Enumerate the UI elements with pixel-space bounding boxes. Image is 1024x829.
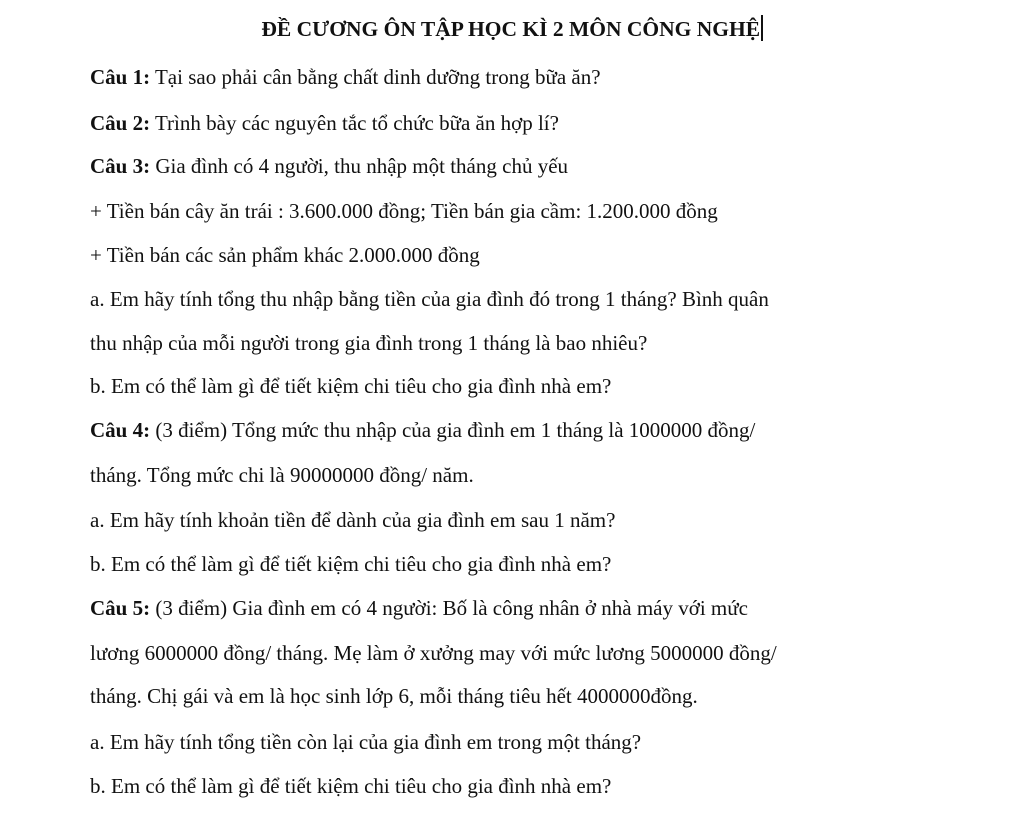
question-label: Câu 5:: [90, 596, 151, 620]
question-2: [90, 108, 559, 138]
question-3: [90, 151, 568, 181]
question-label: Câu 2:: [90, 111, 151, 135]
question-text: Trình bày các nguyên tắc tổ chức bữa ăn hợp lí?: [154, 111, 559, 135]
question-text: Gia đình có 4 người, thu nhập một tháng chủ yếu: [155, 154, 569, 178]
question-label: Câu 4:: [90, 418, 151, 442]
question-text: (3 điểm) Tổng mức thu nhập của gia đình em 1 tháng là 1000000 đồng/: [155, 418, 756, 442]
question-label: Câu 1:: [90, 65, 151, 89]
question-5-part-a: a. Em hãy tính tổng tiền còn lại của gia đình em trong một tháng?: [90, 730, 642, 754]
question-4-part-b: b. Em có thể làm gì để tiết kiệm chi tiêu cho gia đình nhà em?: [90, 552, 612, 576]
question-3-part-b: b. Em có thể làm gì để tiết kiệm chi tiêu cho gia đình nhà em?: [90, 374, 612, 398]
document-title: [0, 14, 1024, 44]
question-3-line: + Tiền bán các sản phẩm khác 2.000.000 đồng: [90, 243, 480, 267]
question-4-line: tháng. Tổng mức chi là 90000000 đồng/ năm.: [90, 463, 474, 487]
question-4-part-a: a. Em hãy tính khoản tiền để dành của gia đình em sau 1 năm?: [90, 508, 616, 532]
question-3-line: thu nhập của mỗi người trong gia đình trong 1 tháng là bao nhiêu?: [90, 331, 648, 355]
question-5: [90, 593, 748, 623]
question-3-line: + Tiền bán cây ăn trái : 3.600.000 đồng; Tiền bán gia cầm: 1.200.000 đồng: [90, 199, 718, 223]
question-1: [90, 62, 601, 92]
text-cursor: [761, 15, 763, 41]
question-text: (3 điểm) Gia đình em có 4 người: Bố là công nhân ở nhà máy với mức: [155, 596, 748, 620]
title-text: ĐỀ CƯƠNG ÔN TẬP HỌC KÌ 2 MÔN CÔNG NGHỆ: [261, 17, 761, 41]
question-5-part-b: b. Em có thể làm gì để tiết kiệm chi tiêu cho gia đình nhà em?: [90, 774, 612, 798]
question-5-line: tháng. Chị gái và em là học sinh lớp 6, mỗi tháng tiêu hết 4000000đồng.: [90, 684, 698, 708]
question-3-part-a: a. Em hãy tính tổng thu nhập bằng tiền của gia đình đó trong 1 tháng? Bình quân: [90, 287, 769, 311]
question-text: Tại sao phải cân bằng chất dinh dưỡng trong bữa ăn?: [154, 65, 601, 89]
question-5-line: lương 6000000 đồng/ tháng. Mẹ làm ở xưởng may với mức lương 5000000 đồng/: [90, 641, 777, 665]
question-label: Câu 3:: [90, 154, 151, 178]
question-4: [90, 415, 755, 445]
